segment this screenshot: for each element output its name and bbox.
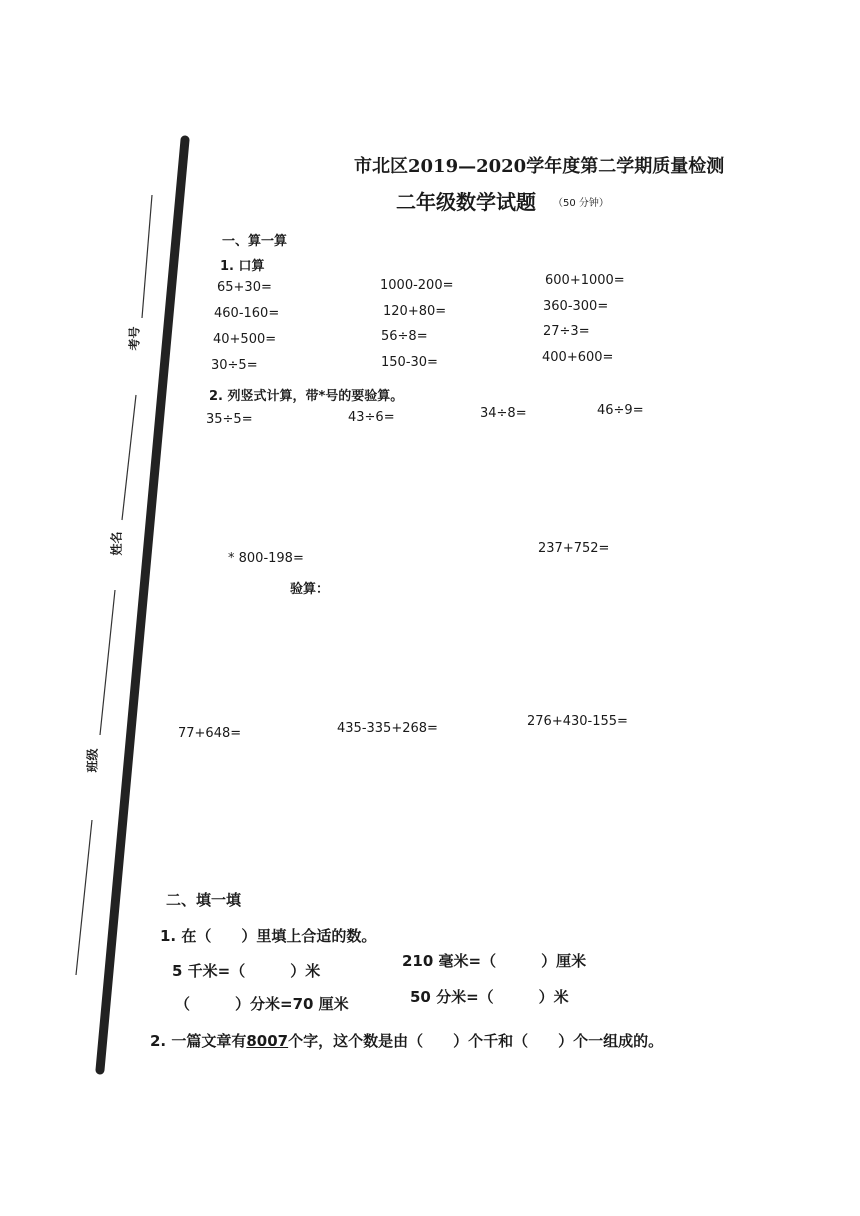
- vertical-calc-item: 237+752=: [538, 541, 610, 556]
- vertical-calc-item: 35÷5=: [206, 412, 253, 427]
- exam-title: 市北区2019—2020学年度第二学期质量检测: [354, 156, 725, 177]
- section1-heading: 一、算一算: [222, 234, 288, 249]
- exam-duration: （50 分钟）: [553, 198, 609, 209]
- q1-title: 1. 口算: [220, 259, 265, 274]
- fill-item: 5 千米=（ ）米: [172, 962, 321, 980]
- vertical-calc-item: 435-335+268=: [337, 721, 438, 736]
- vertical-calc-item: 77+648=: [178, 726, 242, 741]
- name-label: 姓名: [109, 531, 124, 556]
- oral-item: 360-300=: [543, 299, 609, 314]
- fill-q2-prefix: 2. 一篇文章有: [150, 1032, 247, 1050]
- section2-heading: 二、填一填: [166, 891, 242, 909]
- vertical-calc-item: 46÷9=: [597, 403, 644, 418]
- oral-item: 40+500=: [213, 332, 277, 347]
- oral-item: 1000-200=: [380, 278, 454, 293]
- vertical-calc-item: 43÷6=: [348, 410, 395, 425]
- vertical-calc-item: 276+430-155=: [527, 714, 628, 729]
- fill-q2: [150, 1030, 663, 1051]
- oral-item: 120+80=: [383, 304, 447, 319]
- fill-q2-number: 8007: [246, 1032, 289, 1050]
- q2-title: 2. 列竖式计算，带*号的要验算。: [209, 389, 404, 404]
- oral-item: 65+30=: [217, 280, 272, 295]
- exam-subtitle: 二年级数学试题: [396, 190, 536, 214]
- oral-item: 27÷3=: [543, 324, 590, 339]
- check-label: 验算：: [290, 582, 330, 597]
- fill-q2-suffix: 个字，这个数是由（ ）个千和（ ）个一组成的。: [288, 1032, 664, 1050]
- oral-item: 460-160=: [214, 306, 280, 321]
- oral-item: 56÷8=: [381, 329, 428, 344]
- class-label: 班级: [85, 748, 100, 773]
- exam-no-label: 考号: [127, 326, 142, 351]
- oral-item: 600+1000=: [545, 273, 625, 288]
- fill-item: （ ）分米=70 厘米: [175, 995, 349, 1013]
- oral-item: 30÷5=: [211, 358, 258, 373]
- fill-item: 210 毫米=（ ）厘米: [402, 952, 587, 970]
- vertical-calc-item: * 800-198=: [228, 551, 304, 566]
- oral-item: 400+600=: [542, 350, 614, 365]
- vertical-calc-item: 34÷8=: [480, 406, 527, 421]
- oral-item: 150-30=: [381, 355, 438, 370]
- fill-item: 50 分米=（ ）米: [410, 988, 569, 1006]
- fill-q1: 1. 在（ ）里填上合适的数。: [160, 927, 377, 945]
